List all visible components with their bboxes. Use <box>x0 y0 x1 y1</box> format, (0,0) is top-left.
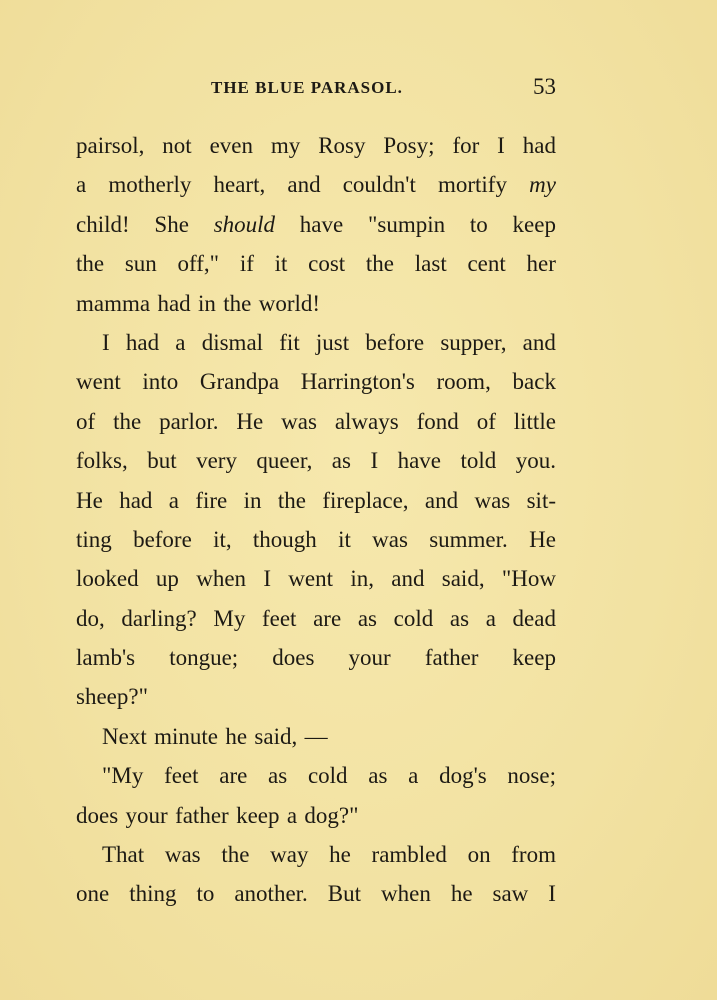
text-line <box>76 205 556 244</box>
word: cold <box>307 763 348 789</box>
word: and <box>522 329 556 355</box>
word: cost <box>308 251 346 277</box>
word: darling? <box>121 605 197 631</box>
word: She <box>154 211 189 237</box>
word: the <box>365 251 395 277</box>
word: saw <box>492 881 529 907</box>
page-header <box>76 74 556 104</box>
word: he <box>329 842 351 868</box>
word: and <box>391 566 425 592</box>
word: dismal <box>201 329 264 355</box>
word: very <box>196 448 237 474</box>
word: heart, <box>213 172 266 198</box>
word: Harrington's <box>300 369 415 395</box>
word: just <box>315 329 350 355</box>
word: of <box>476 408 496 434</box>
word: if <box>239 251 254 277</box>
word: pairsol, <box>76 133 145 158</box>
word: was <box>474 487 511 513</box>
word: the <box>277 487 306 513</box>
word: on <box>467 842 491 868</box>
word: parlor. <box>159 408 219 434</box>
word: That <box>102 842 145 868</box>
word: said, <box>441 566 485 592</box>
word: he <box>450 881 473 907</box>
word: always <box>334 408 399 434</box>
word: minute <box>154 723 218 749</box>
text-line <box>76 520 556 559</box>
word: of <box>76 408 96 434</box>
word: child! <box>76 211 130 237</box>
word: I <box>263 566 271 592</box>
word: does <box>272 645 315 671</box>
word: it <box>274 251 288 277</box>
word: to <box>469 211 488 237</box>
word: sit- <box>526 487 556 513</box>
word: He <box>76 487 103 513</box>
word: motherly <box>108 172 192 198</box>
word: as <box>331 448 351 474</box>
word: keep <box>236 802 280 828</box>
word: "How <box>501 566 556 592</box>
word: the <box>113 408 142 434</box>
word: — <box>304 723 328 749</box>
word: was <box>372 526 408 552</box>
word: and <box>424 487 459 513</box>
word: keep <box>512 211 556 237</box>
text-line <box>76 441 556 480</box>
word: tongue; <box>169 645 239 671</box>
word: But <box>327 881 362 907</box>
word: he <box>225 723 248 749</box>
word: dog's <box>439 763 487 789</box>
word: my <box>270 133 301 158</box>
text-line <box>76 323 556 362</box>
word: dead <box>512 605 556 631</box>
word: should <box>213 211 276 237</box>
word: a <box>168 487 179 513</box>
word: the <box>221 842 250 868</box>
word: queer, <box>256 448 313 474</box>
word: had <box>522 133 556 158</box>
word: lamb's <box>76 645 136 671</box>
word: Posy; <box>383 133 435 158</box>
word: a <box>408 763 419 789</box>
word: the <box>223 290 252 316</box>
word: Rosy <box>318 133 366 158</box>
word: went <box>76 369 121 395</box>
word: are <box>219 763 248 789</box>
word: as <box>449 605 470 631</box>
word: ting <box>76 526 112 552</box>
word: as <box>368 763 388 789</box>
word: mortify <box>437 172 507 198</box>
word: from <box>511 842 556 868</box>
word: feet <box>164 763 199 789</box>
text-line <box>76 362 556 401</box>
text-line <box>76 284 556 323</box>
word: rambled <box>371 842 447 868</box>
word: was <box>281 408 317 434</box>
word: "sumpin <box>367 211 446 237</box>
word: the <box>76 251 105 277</box>
word: father <box>424 645 479 671</box>
word: summer. <box>429 526 508 552</box>
word: He <box>529 526 556 552</box>
word: way <box>270 842 309 868</box>
word: world! <box>258 290 321 316</box>
text-line <box>76 756 556 795</box>
running-title: THE BLUE PARASOL. <box>211 78 403 97</box>
word: nose; <box>507 763 556 789</box>
text-line <box>76 244 556 283</box>
word: Grandpa <box>199 369 280 395</box>
word: said, <box>254 723 298 749</box>
word: room, <box>436 369 491 395</box>
word: fireplace, <box>322 487 409 513</box>
word: went <box>288 566 334 592</box>
word: a <box>485 605 496 631</box>
word: as <box>357 605 377 631</box>
word: you. <box>515 448 556 474</box>
word: a <box>286 802 298 828</box>
word: cold <box>393 605 434 631</box>
word: have <box>299 211 344 237</box>
word: He <box>236 408 264 434</box>
word: had <box>125 329 160 355</box>
word: mamma <box>76 290 151 316</box>
word: had <box>157 290 191 316</box>
body-text <box>76 126 556 914</box>
word: I <box>102 329 110 355</box>
word: fond <box>416 408 459 434</box>
word: when <box>196 566 247 592</box>
word: little <box>513 408 556 434</box>
word: father <box>175 802 229 828</box>
word: had <box>119 487 153 513</box>
word: I <box>497 133 505 158</box>
word: I <box>548 881 556 907</box>
word: even <box>209 133 253 158</box>
word: are <box>313 605 342 631</box>
word: have <box>397 448 441 474</box>
word: off," <box>177 251 220 277</box>
word: was <box>164 842 201 868</box>
word: and <box>287 172 321 198</box>
word: it <box>338 526 351 552</box>
word: told <box>460 448 497 474</box>
word: thing <box>129 881 177 907</box>
text-line <box>76 796 556 835</box>
word: in, <box>350 566 374 592</box>
word: a <box>76 172 87 198</box>
word: your <box>125 802 168 828</box>
word: another. <box>234 881 308 907</box>
text-line <box>76 481 556 520</box>
word: My <box>213 605 246 631</box>
word: your <box>348 645 391 671</box>
word: though <box>252 526 317 552</box>
word: "My <box>102 763 144 789</box>
word: my <box>529 172 556 198</box>
word: up <box>155 566 179 592</box>
word: it, <box>213 526 232 552</box>
text-line <box>76 599 556 638</box>
word: fit <box>279 329 300 355</box>
text-line <box>76 717 556 756</box>
word: when <box>381 881 431 907</box>
text-line <box>76 165 556 204</box>
word: do, <box>76 605 105 631</box>
text-line <box>76 835 556 874</box>
word: one <box>76 881 110 907</box>
text-line <box>76 559 556 598</box>
word: her <box>526 251 556 277</box>
text-line <box>76 402 556 441</box>
text-line <box>76 126 556 165</box>
word: looked <box>76 566 139 592</box>
word: folks, <box>76 448 128 474</box>
word: before <box>133 526 192 552</box>
word: fire <box>195 487 228 513</box>
word: for <box>452 133 480 158</box>
word: to <box>196 881 215 907</box>
text-line <box>76 677 556 716</box>
word: in <box>243 487 262 513</box>
word: back <box>512 369 556 395</box>
text-line <box>76 874 556 913</box>
word: before <box>365 329 425 355</box>
word: keep <box>512 645 556 671</box>
word: sheep?" <box>76 684 148 710</box>
text-line <box>76 638 556 677</box>
word: into <box>142 369 179 395</box>
word: Next <box>102 723 147 749</box>
word: supper, <box>440 329 507 355</box>
word: but <box>147 448 177 474</box>
word: last <box>414 251 447 277</box>
word: not <box>162 133 192 158</box>
word: does <box>76 802 119 828</box>
word: as <box>268 763 288 789</box>
word: a <box>175 329 186 355</box>
word: in <box>198 290 216 316</box>
word: sun <box>124 251 157 277</box>
page-number: 53 <box>533 74 556 99</box>
word: feet <box>261 605 297 631</box>
word: I <box>370 448 379 474</box>
word: couldn't <box>342 172 416 198</box>
word: dog?" <box>304 802 359 828</box>
word: cent <box>467 251 506 277</box>
